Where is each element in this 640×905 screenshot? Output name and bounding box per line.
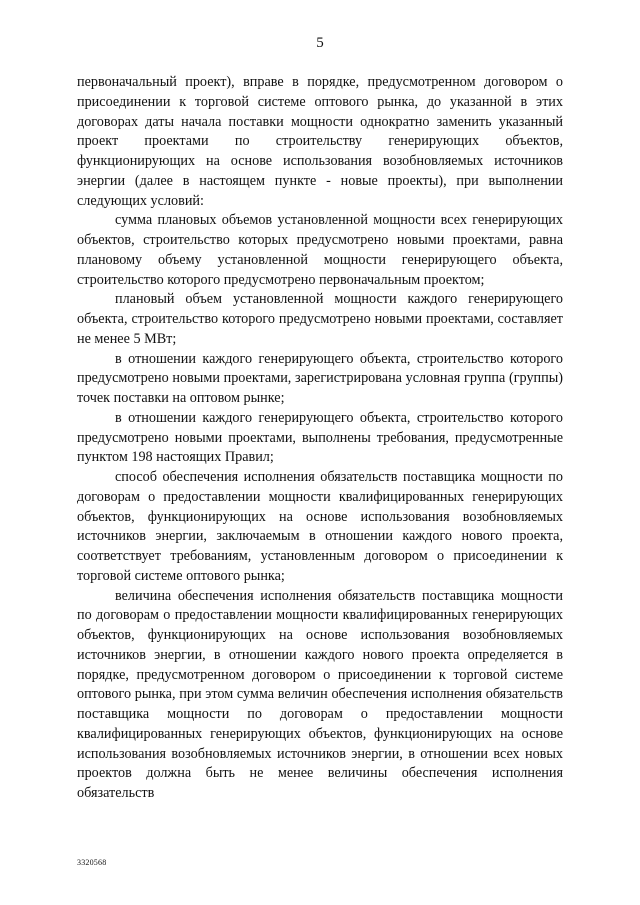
paragraph-continuation: первоначальный проект), вправе в порядке, предусмотренном договором о присоединении к торговой системе оптового рынка, до указанной в этих договорах даты начала поставки мощности однократно заменить указанный проект проектами по строительству генерирующих объектов, функционирующих на основе использования возобновляемых источников энергии (далее в настоящем пункте - новые проекты), при выполнении следующих условий: (77, 74, 563, 209)
paragraph-condition-requirements: в отношении каждого генерирующего объекта, строительство которого предусмотрено новыми проектами, выполнены требования, предусмотренные пунктом 198 настоящих Правил; (77, 409, 563, 466)
paragraph-condition-security-method: способ обеспечения исполнения обязательств поставщика мощности по договорам о предоставлении мощности квалифицированных генерирующих объектов, функционирующих на основе использования возобновляемых источников энергии, заключаемым в отношении каждого нового проекта, соответствует требованиям, установленным договором о присоединении к торговой системе оптового рынка; (77, 469, 563, 584)
page-number: 5 (316, 35, 324, 51)
document-code: 3320568 (77, 858, 107, 867)
paragraph-condition-delivery-group: в отношении каждого генерирующего объекта, строительство которого предусмотрено новыми проектами, зарегистрирована условная группа (группы) точек поставки на оптовом рынке; (77, 350, 563, 406)
document-body (77, 73, 563, 804)
paragraph-condition-min-capacity: плановый объем установленной мощности каждого генерирующего объекта, строительство которого предусмотрено новыми проектами, составляет не менее 5 МВт; (77, 291, 563, 347)
paragraph-condition-security-amount: величина обеспечения исполнения обязательств поставщика мощности по договорам о предоставлении мощности квалифицированных генерирующих объектов, функционирующих на основе использования возобновляемых источников энергии, в отношении каждого нового проекта определяется в порядке, предусмотренном договором о присоединении к торговой системе оптового рынка, при этом сумма величин обеспечения исполнения обязательств поставщика мощности по договорам о предоставлении мощности квалифицированных генерирующих объектов, функционирующих на основе использования возобновляемых источников энергии, в отношении всех новых проектов должна быть не менее величины обеспечения исполнения обязательств (77, 587, 563, 801)
paragraph-condition-capacity-sum: сумма плановых объемов установленной мощности всех генерирующих объектов, строительство которых предусмотрено новыми проектами, равна плановому объему установленной мощности генерирующего объекта, строительство которого предусмотрено первоначальным проектом; (77, 212, 563, 288)
